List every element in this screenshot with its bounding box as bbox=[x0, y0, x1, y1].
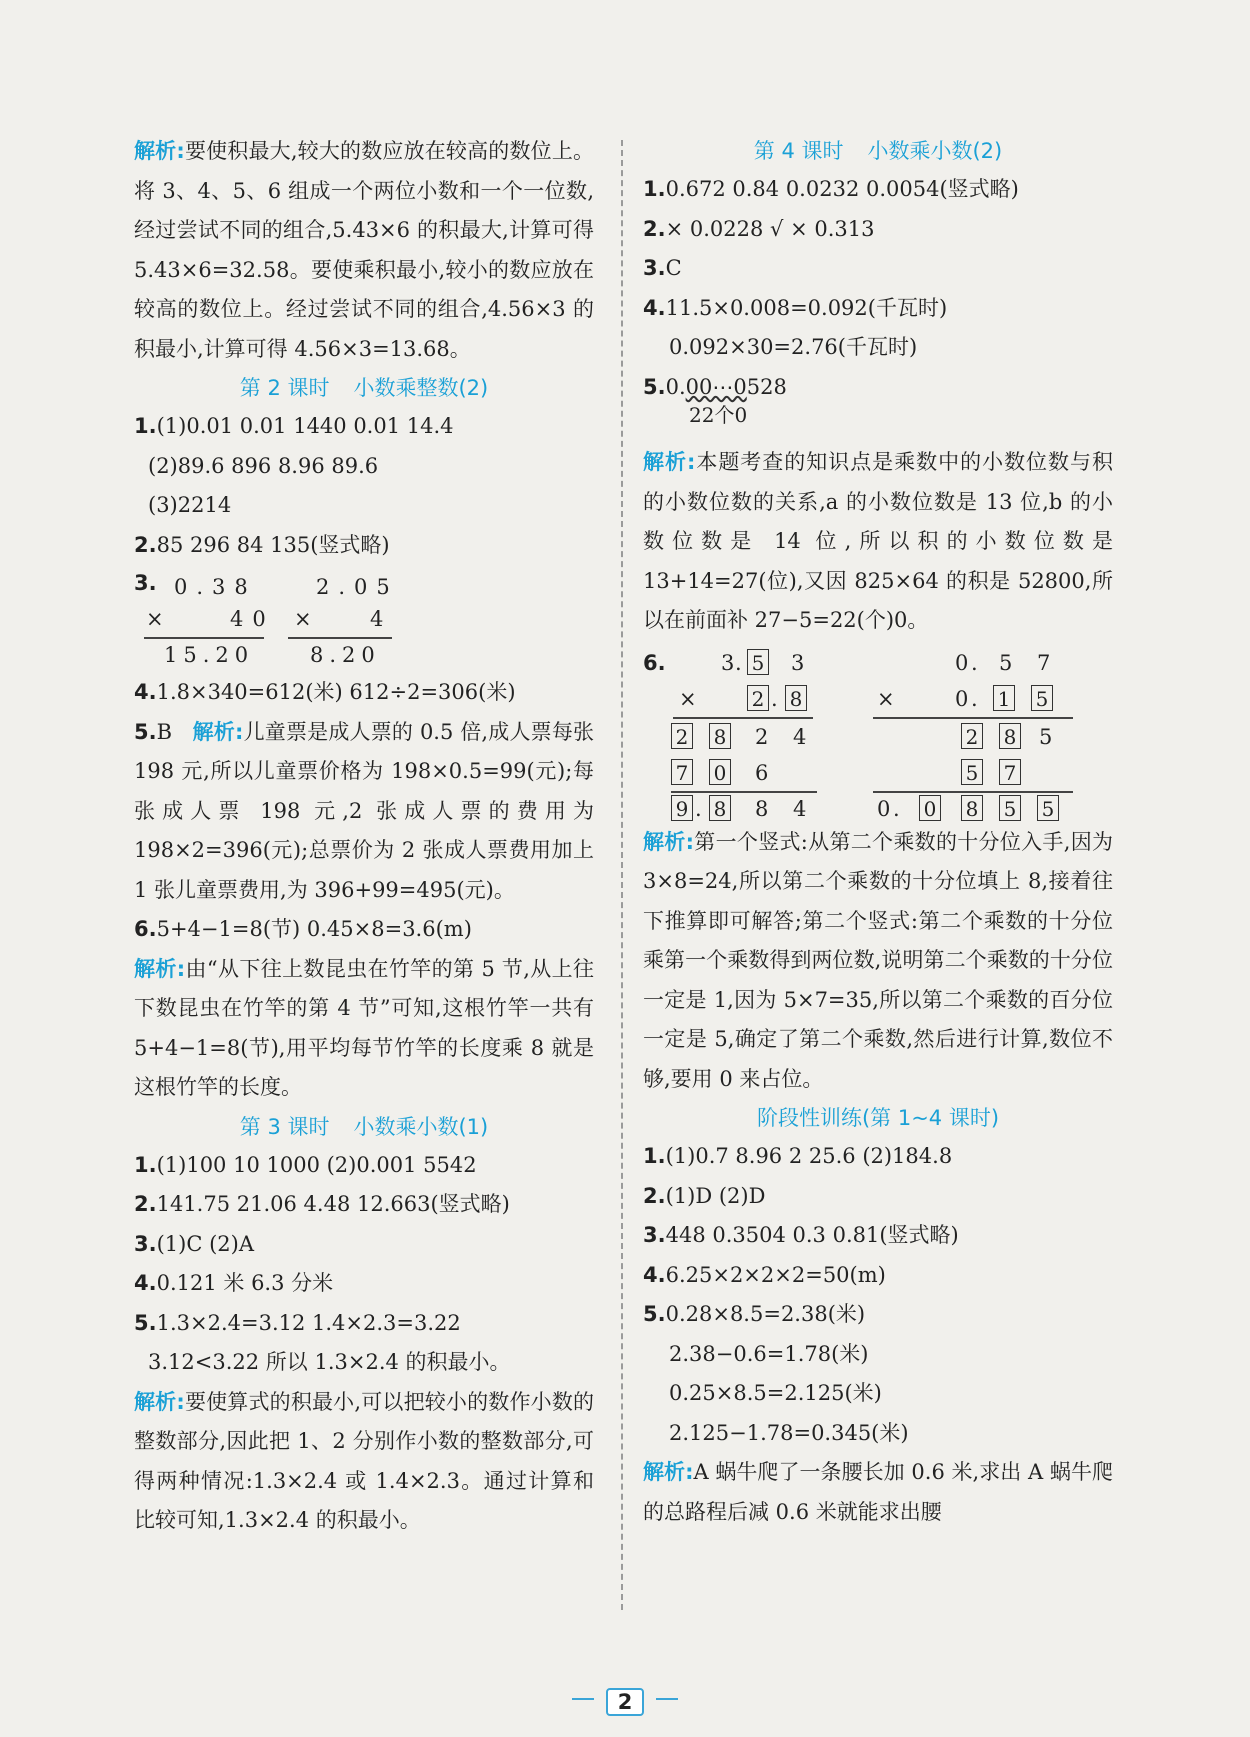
digit: . bbox=[771, 686, 778, 711]
answer-box: 0 bbox=[709, 759, 731, 785]
analysis-text: 要使积最大,较大的数应放在较高的数位上。将 3、4、5、6 组成一个两位小数和一个一位数,经过尝试不同的组合,5.43×6 的积最大,计算可得 5.43×6=32.58。要使乘积最小,较小的数应放在较高的数位上。经过尝试不同的组合,4.56×3 的积最小,计算可得 4.56×3=13.68。 bbox=[134, 139, 594, 361]
question-number: 3. bbox=[134, 1231, 157, 1256]
section-heading-stage-training: 阶段性训练(第 1~4 课时) bbox=[756, 1106, 1000, 1130]
analysis-text: 本题考查的知识点是乘数中的小数位数与积的小数位数的关系,a 的小数位数是 13 位,b 的小数位数是 14 位,所以积的小数位数是 13+14=27(位),又因 825×64 的积是 52800,所以在前面补 27−5=22(个)0。 bbox=[643, 450, 1113, 632]
rule bbox=[288, 637, 392, 639]
digit: 8 bbox=[755, 796, 769, 821]
answer-text: 6.25×2×2×2=50(m) bbox=[665, 1262, 886, 1287]
multiplier: 40 bbox=[230, 607, 275, 631]
analysis-text: 第一个竖式:从第二个乘数的十分位入手,因为 3×8=24,所以第二个乘数的十分位填上 8,接着往下推算即可解答;第二个竖式:第二个乘数的十分位乘第一个乘数得到两位数,说明第二个乘数的十分位一定是 1,因为 5×7=35,所以第二个乘数的百分位一定是 5,确定了第二个乘数,然后进行计算,数位不够,要用 0 来占位。 bbox=[643, 829, 1113, 1091]
question-6-analysis bbox=[643, 823, 1113, 1100]
digit: 0 bbox=[877, 796, 891, 821]
question-5 bbox=[134, 713, 594, 911]
answer-box: 2 bbox=[671, 723, 693, 749]
question-4-line-2: 0.092×30=2.76(千瓦时) bbox=[669, 335, 918, 359]
digit: . bbox=[735, 650, 742, 675]
answer-text: 0. bbox=[665, 374, 686, 399]
digit: . bbox=[893, 796, 900, 821]
answer-box: 5 bbox=[1037, 795, 1059, 821]
question-4 bbox=[134, 673, 594, 713]
question-number: 2. bbox=[134, 532, 157, 557]
rule bbox=[671, 791, 817, 793]
question-2 bbox=[643, 1177, 1113, 1217]
question-number: 2. bbox=[643, 1183, 666, 1208]
question-4 bbox=[643, 1256, 1113, 1296]
digit: . bbox=[695, 796, 702, 821]
answer-text: 448 0.3504 0.3 0.81(竖式略) bbox=[665, 1223, 959, 1247]
question-6-vertical-puzzles bbox=[643, 641, 1113, 823]
digit: 3 bbox=[791, 650, 805, 675]
section-heading-lesson4 bbox=[643, 132, 1113, 170]
answer-box: 0 bbox=[919, 795, 941, 821]
answer-box: 8 bbox=[961, 795, 983, 821]
page-number-text: 2 bbox=[606, 1688, 645, 1716]
answer-text: 528 bbox=[746, 374, 787, 399]
answer-box: 7 bbox=[671, 759, 693, 785]
digit: 0 bbox=[955, 650, 969, 675]
question-4 bbox=[134, 1264, 594, 1304]
answer-text: (1)0.01 0.01 1440 0.01 14.4 bbox=[156, 414, 454, 438]
ornament bbox=[572, 1698, 594, 1700]
analysis-text: A 蜗牛爬了一条腰长加 0.6 米,求出 A 蜗牛爬的总路程后减 0.6 米就能求出腰 bbox=[643, 1460, 1114, 1524]
section-heading-lesson3 bbox=[134, 1108, 594, 1146]
answer-text: 0.28×8.5=2.38(米) bbox=[665, 1302, 866, 1326]
analysis-label: 解析: bbox=[643, 829, 694, 854]
question-1-line-2: (2)89.6 896 8.96 89.6 bbox=[148, 453, 379, 478]
question-1 bbox=[134, 407, 594, 447]
question-5-analysis bbox=[643, 1453, 1113, 1532]
answer-text: 141.75 21.06 4.48 12.663(竖式略) bbox=[156, 1192, 510, 1216]
digit: . bbox=[971, 650, 978, 675]
question-5-analysis bbox=[643, 443, 1113, 641]
question-number: 1. bbox=[643, 177, 666, 201]
answer-text: (1)0.7 8.96 2 25.6 (2)184.8 bbox=[665, 1144, 953, 1168]
question-number: 4. bbox=[643, 295, 666, 320]
question-number: 5. bbox=[134, 1310, 157, 1335]
answer-box: 5 bbox=[1031, 685, 1053, 711]
heading-part: 小数乘小数(1) bbox=[353, 1114, 489, 1139]
answer-text: × 0.0228 √ × 0.313 bbox=[665, 216, 875, 241]
analysis-label: 解析: bbox=[192, 719, 244, 744]
times-sign: × bbox=[877, 686, 895, 711]
answer-text: (1)100 10 1000 (2)0.001 5542 bbox=[156, 1152, 477, 1177]
question-number: 5. bbox=[134, 719, 157, 744]
analysis-text: 由“从下往上数昆虫在竹竿的第 5 节,从上往下数昆虫在竹竿的第 4 节”可知,这根竹竿一共有 5+4−1=8(节),用平均每节竹竿的长度乘 8 就是这根竹竿的长度。 bbox=[134, 956, 594, 1099]
question-number: 1. bbox=[134, 1152, 157, 1177]
multiplicand: 0.38 bbox=[174, 575, 257, 599]
question-1 bbox=[643, 1137, 1113, 1177]
question-number: 4. bbox=[134, 1271, 157, 1295]
product: 15.20 bbox=[164, 643, 255, 667]
question-number: 2. bbox=[134, 1192, 157, 1216]
analysis-label: 解析: bbox=[643, 1460, 694, 1484]
question-5 bbox=[643, 1295, 1113, 1335]
digit: 2 bbox=[755, 724, 769, 749]
rule bbox=[144, 637, 264, 639]
question-2 bbox=[134, 526, 594, 566]
rule bbox=[873, 791, 1073, 793]
analysis-text: 要使算式的积最小,可以把较小的数作小数的整数部分,因此把 1、2 分别作小数的整数部分,可得两种情况:1.3×2.4 或 1.4×2.3。通过计算和比较可知,1.3×2.4 的积最小。 bbox=[134, 1389, 594, 1532]
ornament bbox=[656, 1698, 678, 1700]
question-number: 6. bbox=[134, 917, 157, 941]
question-number: 1. bbox=[643, 1144, 666, 1168]
digit: 7 bbox=[1037, 650, 1051, 675]
question-5-line-2: 2.38−0.6=1.78(米) bbox=[669, 1341, 869, 1366]
zero-count-note bbox=[643, 403, 1113, 443]
heading-part: 第 4 课时 bbox=[753, 139, 844, 163]
question-4 bbox=[643, 289, 1113, 329]
question-number: 3. bbox=[643, 1223, 666, 1247]
question-5-line-2: 3.12<3.22 所以 1.3×2.4 的积最小。 bbox=[148, 1350, 511, 1374]
digit: . bbox=[971, 686, 978, 711]
question-number: 5. bbox=[643, 1302, 666, 1326]
answer-box: 2 bbox=[961, 723, 983, 749]
question-5 bbox=[134, 1304, 594, 1344]
digit: 5 bbox=[999, 650, 1013, 675]
answer-box: 9 bbox=[671, 795, 693, 821]
digit: 0 bbox=[955, 686, 969, 711]
digit: 4 bbox=[793, 796, 807, 821]
product: 8.20 bbox=[310, 643, 381, 667]
question-number: 3. bbox=[134, 571, 157, 595]
answer-text: 11.5×0.008=0.092(千瓦时) bbox=[665, 295, 948, 320]
question-number: 2. bbox=[643, 216, 666, 241]
answer-text: 1.3×2.4=3.12 1.4×2.3=3.22 bbox=[156, 1310, 461, 1335]
analysis-label: 解析: bbox=[134, 139, 185, 163]
question-2 bbox=[134, 1185, 594, 1225]
answer-box: 2 bbox=[747, 685, 769, 711]
digit: 3 bbox=[721, 650, 735, 675]
answer-box: 1 bbox=[993, 685, 1015, 711]
times-sign: × bbox=[294, 607, 312, 631]
question-number: 3. bbox=[643, 256, 666, 280]
question-3-vertical-multiplication bbox=[134, 565, 594, 673]
multiplicand: 2.05 bbox=[316, 575, 399, 599]
intro-analysis bbox=[134, 132, 594, 369]
analysis-label: 解析: bbox=[643, 450, 696, 474]
question-number: 5. bbox=[643, 374, 666, 399]
question-number: 4. bbox=[643, 1262, 666, 1287]
analysis-label: 解析: bbox=[134, 956, 186, 981]
question-1 bbox=[134, 1146, 594, 1186]
question-6 bbox=[134, 910, 594, 950]
rule bbox=[873, 717, 1073, 719]
answer-box: 5 bbox=[747, 649, 769, 675]
answer-box: 8 bbox=[709, 723, 731, 749]
answer-box: 8 bbox=[999, 723, 1021, 749]
question-2 bbox=[643, 210, 1113, 250]
answer-text: 0.121 米 6.3 分米 bbox=[156, 1271, 334, 1295]
answer-box: 7 bbox=[999, 759, 1021, 785]
page-number bbox=[592, 1688, 658, 1716]
heading-part: 小数乘整数(2) bbox=[353, 376, 489, 400]
times-sign: × bbox=[679, 686, 697, 711]
rule bbox=[673, 717, 813, 719]
answer-text: (1)C (2)A bbox=[156, 1231, 254, 1256]
left-column bbox=[134, 132, 594, 1541]
answer-box: 8 bbox=[785, 685, 807, 711]
question-5-line-3: 0.25×8.5=2.125(米) bbox=[669, 1381, 882, 1405]
question-1-line-3: (3)2214 bbox=[148, 493, 232, 517]
answer-text: 85 296 84 135(竖式略) bbox=[156, 532, 390, 557]
question-6-analysis bbox=[134, 950, 594, 1108]
question-number: 1. bbox=[134, 414, 157, 438]
answer-text: C bbox=[665, 256, 682, 280]
times-sign: × bbox=[146, 607, 164, 631]
answer-text: B bbox=[156, 719, 173, 744]
answer-box: 8 bbox=[709, 795, 731, 821]
question-1 bbox=[643, 170, 1113, 210]
right-column bbox=[643, 132, 1113, 1532]
question-number: 6. bbox=[643, 650, 666, 675]
digit: 6 bbox=[755, 760, 769, 785]
multiplier: 4 bbox=[370, 607, 384, 631]
answer-text: 5+4−1=8(节) 0.45×8=3.6(m) bbox=[156, 917, 472, 941]
answer-box: 5 bbox=[961, 759, 983, 785]
digit: 5 bbox=[1039, 724, 1053, 749]
question-5-line-4: 2.125−1.78=0.345(米) bbox=[669, 1420, 909, 1445]
question-3 bbox=[643, 249, 1113, 289]
heading-part: 第 3 课时 bbox=[239, 1114, 330, 1139]
question-3 bbox=[134, 1225, 594, 1265]
zero-count-label: 22个0 bbox=[689, 403, 748, 427]
answer-box: 5 bbox=[999, 795, 1021, 821]
answer-text: (1)D (2)D bbox=[665, 1183, 766, 1208]
question-5-analysis bbox=[134, 1383, 594, 1541]
heading-part: 第 2 课时 bbox=[239, 376, 330, 400]
section-heading-lesson2 bbox=[134, 369, 594, 407]
digit: 4 bbox=[793, 724, 807, 749]
column-divider bbox=[621, 140, 623, 1610]
answer-text: 0.672 0.84 0.0232 0.0054(竖式略) bbox=[665, 177, 1019, 201]
zero-run: 00⋯0 bbox=[685, 374, 747, 399]
heading-part: 小数乘小数(2) bbox=[867, 139, 1003, 163]
analysis-label: 解析: bbox=[134, 1389, 185, 1414]
question-3 bbox=[643, 1216, 1113, 1256]
analysis-text: 儿童票是成人票的 0.5 倍,成人票每张 198 元,所以儿童票价格为 198×0.5=99(元);每张成人票 198 元,2 张成人票的费用为 198×2=396(元);总票价为 2 张成人票费用加上 1 张儿童票费用,为 396+99=495(元)。 bbox=[134, 719, 595, 902]
answer-text: 1.8×340=612(米) 612÷2=306(米) bbox=[156, 680, 516, 704]
question-number: 4. bbox=[134, 680, 157, 704]
